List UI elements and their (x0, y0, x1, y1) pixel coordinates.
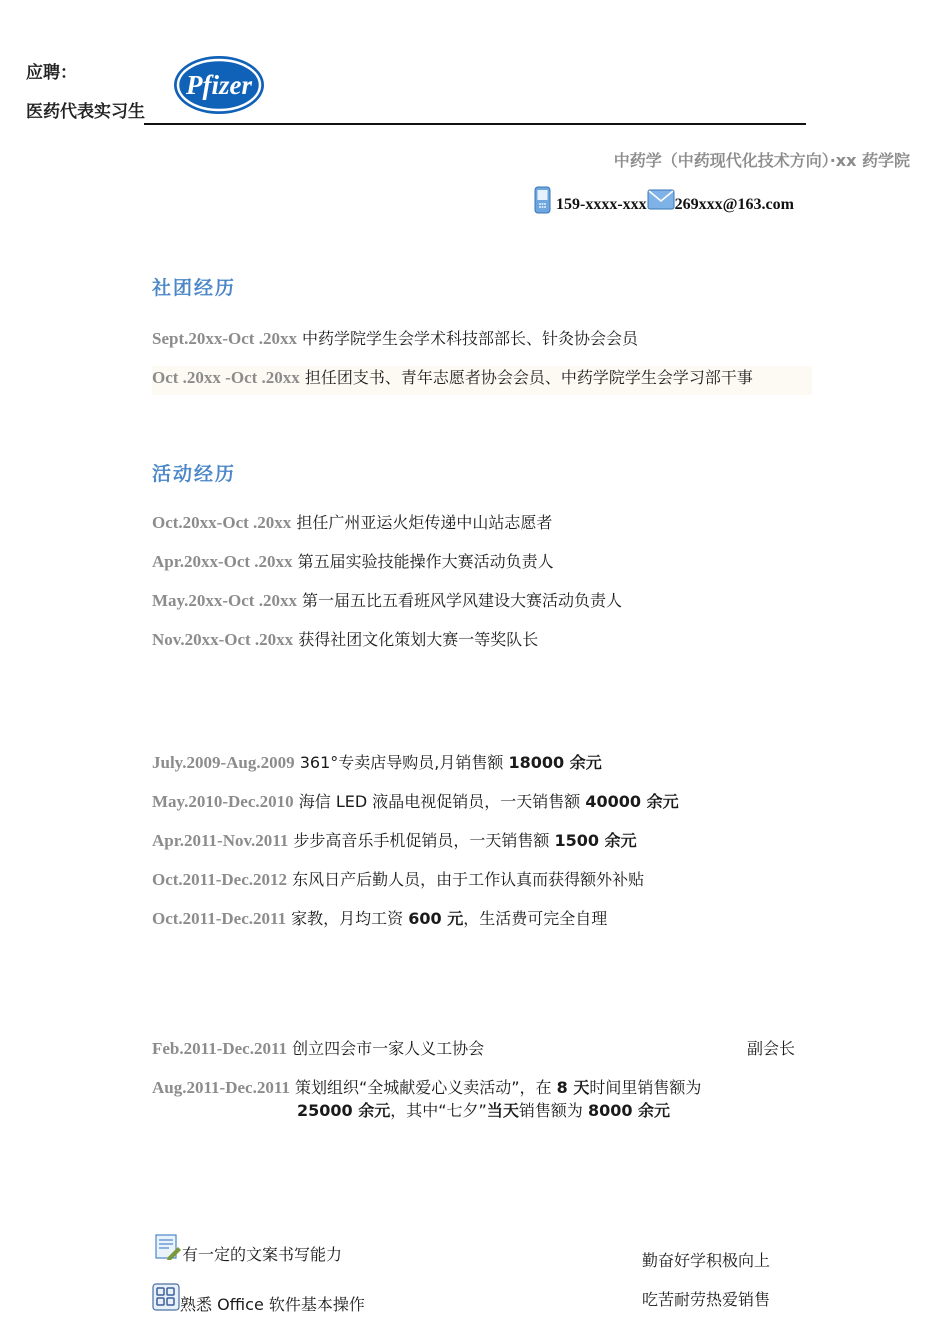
mobile-phone-icon (534, 186, 551, 214)
practice-item-bold: 8 天 (556, 1078, 590, 1097)
club-item-text: 中药学院学生会学术科技部部长、针灸协会会员 (296, 329, 639, 348)
practice-item-date: Feb.2011-Dec.2011 (152, 1039, 288, 1058)
envelope-icon (647, 188, 675, 212)
work-item-amount: 1500 余元 (554, 831, 637, 850)
club-item-text: 担任团支书、青年志愿者协会会员、中药学院学生会学习部干事 (299, 368, 753, 387)
practice-item-role: 副会长 (747, 1039, 796, 1058)
contact-line (534, 186, 794, 214)
practice-item-bold: 25000 余元 (297, 1101, 391, 1120)
practice-item-text: ，其中“七夕” (390, 1101, 487, 1120)
activity-item (152, 628, 538, 651)
work-item (152, 868, 644, 891)
club-item (152, 366, 812, 395)
position-title: 医药代表实习生 (26, 102, 145, 122)
activity-item-date: Nov.20xx-Oct .20xx (152, 630, 294, 649)
practice-item-text: 时间里销售额为 (589, 1078, 702, 1097)
pfizer-logo (172, 54, 266, 116)
practice-item-continued (297, 1099, 670, 1122)
practice-item-date: Aug.2011-Dec.2011 (152, 1078, 290, 1097)
activity-item-text: 第一届五比五看班风学风建设大赛活动负责人 (296, 591, 623, 610)
activity-item (152, 511, 552, 534)
activity-item-date: Apr.20xx-Oct .20xx (152, 552, 293, 571)
activity-item-text: 担任广州亚运火炬传递中山站志愿者 (291, 513, 553, 532)
skill-text: 有一定的文案书写能力 (182, 1245, 343, 1264)
work-item-text: 步步高音乐手机促销员，一天销售额 (288, 831, 555, 850)
practice-item (152, 1037, 484, 1060)
work-item (152, 790, 679, 813)
work-item-text: 361°专卖店导购员,月销售额 (294, 753, 509, 772)
office-apps-icon (152, 1283, 180, 1315)
work-item-text-tail: ，生活费可完全自理 (463, 909, 608, 928)
work-item (152, 907, 607, 930)
activity-item-text: 获得社团文化策划大赛一等奖队长 (293, 630, 539, 649)
work-item-date: July.2009-Aug.2009 (152, 753, 295, 772)
activity-item-date: May.20xx-Oct .20xx (152, 591, 297, 610)
activity-item-date: Oct.20xx-Oct .20xx (152, 513, 292, 532)
skill-item (152, 1283, 365, 1315)
activity-section-title: 活动经历 (152, 463, 237, 485)
skill-item (154, 1233, 342, 1265)
email-address: 269xxx@163.com (674, 196, 794, 213)
work-item-amount: 40000 余元 (585, 792, 679, 811)
trait-text: 吃苦耐劳热爱销售 (642, 1290, 771, 1309)
school-major: 中药学（中药现代化技术方向）·xx 药学院 (613, 151, 910, 170)
work-item-text: 家教，月均工资 (286, 909, 409, 928)
work-item (152, 829, 637, 852)
work-item (152, 751, 602, 774)
practice-item-text: 创立四会市一家人义工协会 (287, 1039, 485, 1058)
work-item-date: Oct.2011-Dec.2011 (152, 909, 287, 928)
club-item-date: Oct .20xx -Oct .20xx (152, 368, 300, 387)
work-item-amount: 600 元 (408, 909, 464, 928)
work-item-amount: 18000 余元 (508, 753, 602, 772)
skill-text: 熟悉 Office 软件基本操作 (180, 1295, 365, 1314)
work-item-date: Oct.2011-Dec.2012 (152, 870, 288, 889)
document-edit-icon (154, 1233, 182, 1265)
work-item-text: 海信 LED 液晶电视促销员，一天销售额 (293, 792, 586, 811)
club-section-title: 社团经历 (152, 277, 237, 299)
work-item-text: 东风日产后勤人员，由于工作认真而获得额外补贴 (287, 870, 645, 889)
activity-item-text: 第五届实验技能操作大赛活动负责人 (292, 552, 554, 571)
club-item (152, 327, 638, 350)
work-item-date: May.2010-Dec.2010 (152, 792, 294, 811)
club-item-date: Sept.20xx-Oct .20xx (152, 329, 297, 348)
practice-item-bold: 当天 (486, 1101, 519, 1120)
practice-item (152, 1076, 701, 1099)
practice-item-bold: 8000 余元 (587, 1101, 671, 1120)
work-item-date: Apr.2011-Nov.2011 (152, 831, 289, 850)
activity-item (152, 550, 554, 573)
trait-text: 勤奋好学积极向上 (642, 1251, 771, 1270)
header-divider (144, 123, 806, 125)
practice-item-text: 策划组织“全城献爱心义卖活动”，在 (289, 1078, 557, 1097)
activity-item (152, 589, 622, 612)
logo-text: Pfizer (186, 70, 252, 100)
phone-number: 159-xxxx-xxx (556, 196, 647, 213)
practice-item-text: 销售额为 (518, 1101, 588, 1120)
apply-label: 应聘： (26, 63, 77, 83)
